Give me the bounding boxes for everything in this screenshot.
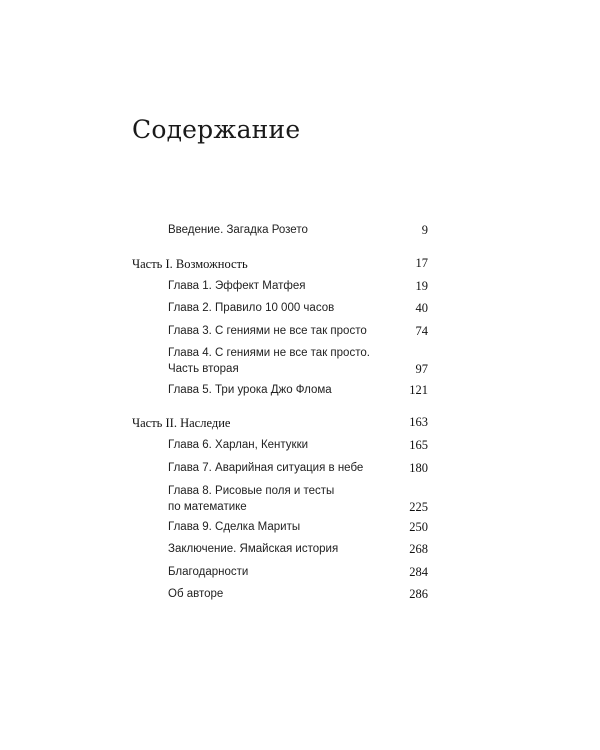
toc-page-number: 97	[415, 362, 428, 376]
toc-chapter-entry	[0, 439, 600, 459]
toc-chapter-entry	[0, 302, 600, 322]
toc-page-number: 74	[415, 324, 428, 338]
toc-entry-title: Глава 9. Сделка Мариты	[168, 521, 301, 533]
toc-chapter-entry	[0, 224, 600, 244]
toc-page-number: 268	[409, 542, 428, 556]
toc-entry-title: Заключение. Ямайская история	[168, 543, 339, 555]
toc-entry-title: Глава 7. Аварийная ситуация в небе	[168, 462, 364, 474]
toc-chapter-entry	[0, 521, 600, 541]
page-title: Содержание	[132, 115, 301, 144]
toc-page-number: 225	[409, 500, 428, 514]
toc-entry-title: Часть I. Возможность	[132, 257, 248, 271]
toc-chapter-entry	[0, 485, 600, 514]
toc-chapter-entry	[0, 462, 600, 482]
toc-entry-title: Глава 1. Эффект Матфея	[168, 280, 306, 292]
toc-page-number: 180	[409, 461, 428, 475]
toc-chapter-entry	[0, 543, 600, 563]
toc-chapter-entry	[0, 280, 600, 300]
toc-entry-title: Часть II. Наследие	[132, 416, 231, 430]
toc-page-number: 286	[409, 587, 428, 601]
toc-chapter-entry	[0, 384, 600, 404]
toc-page-number: 165	[409, 438, 428, 452]
toc-entry-title: по математике	[168, 501, 247, 513]
toc-chapter-entry	[0, 325, 600, 345]
toc-part-entry	[0, 257, 600, 277]
toc-page-number: 19	[415, 279, 428, 293]
toc-chapter-entry	[0, 347, 600, 376]
toc-chapter-entry	[0, 566, 600, 586]
toc-entry-title: Глава 8. Рисовые поля и тесты	[168, 485, 335, 497]
toc-page-number: 121	[409, 383, 428, 397]
toc-entry-title: Глава 5. Три урока Джо Флома	[168, 384, 332, 396]
toc-entry-title: Глава 4. С гениями не все так просто.	[168, 347, 370, 359]
toc-entry-title: Благодарности	[168, 566, 249, 578]
toc-entry-title: Часть вторая	[168, 363, 239, 375]
toc-entry-title: Глава 3. С гениями не все так просто	[168, 325, 367, 337]
toc-page-number: 163	[409, 415, 428, 429]
toc-entry-title: Глава 6. Харлан, Кентукки	[168, 439, 309, 451]
toc-page-number: 9	[421, 223, 428, 237]
toc-part-entry	[0, 416, 600, 436]
toc-entry-title: Глава 2. Правило 10 000 часов	[168, 302, 335, 314]
toc-page-number: 250	[409, 520, 428, 534]
toc-entry-title: Об авторе	[168, 588, 224, 600]
toc-page-number: 284	[409, 565, 428, 579]
toc-entry-title: Введение. Загадка Розето	[168, 224, 308, 236]
toc-page-number: 40	[415, 301, 428, 315]
toc-chapter-entry	[0, 588, 600, 608]
toc-page-number: 17	[415, 256, 428, 270]
